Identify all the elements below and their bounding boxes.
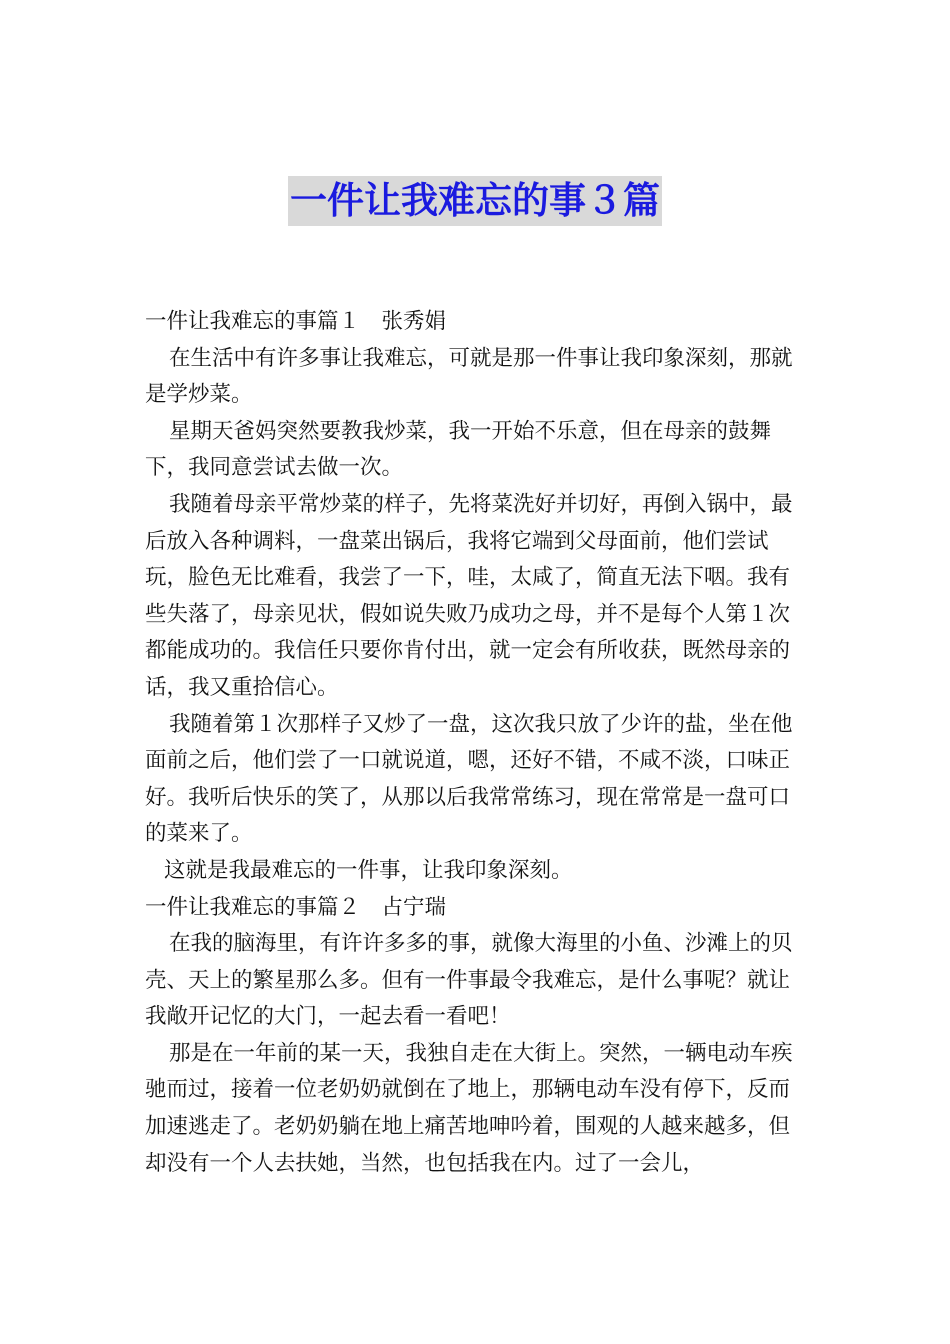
title-container bbox=[0, 176, 950, 226]
article-2-heading: 一件让我难忘的事篇２ 占宁瑞 bbox=[145, 894, 447, 920]
article-2-paragraph: 在我的脑海里，有许许多多的事，就像大海里的小鱼、沙滩上的贝壳、天上的繁星那么多。但有一件事最令我难忘，是什么事呢？就让我敞开记忆的大门，一起去看一看吧！ bbox=[145, 931, 793, 1030]
article-1-paragraph: 我随着第１次那样子又炒了一盘，这次我只放了少许的盐，坐在他面前之后，他们尝了一口就说道，嗯，还好不错，不咸不淡，口味正好。我听后快乐的笑了，从那以后我常常练习，现在常常是一盘可口的菜来了。 bbox=[145, 711, 793, 847]
article-1-paragraph: 在生活中有许多事让我难忘，可就是那一件事让我印象深刻，那就是学炒菜。 bbox=[145, 345, 793, 408]
document-title: 一件让我难忘的事３篇 bbox=[288, 176, 662, 226]
article-1-paragraph: 星期天爸妈突然要教我炒菜，我一开始不乐意，但在母亲的鼓舞下，我同意尝试去做一次。 bbox=[145, 418, 772, 481]
document-body bbox=[145, 304, 810, 1182]
article-1-closing: 这就是我最难忘的一件事，让我印象深刻。 bbox=[164, 857, 573, 883]
article-1-heading: 一件让我难忘的事篇１ 张秀娟 bbox=[145, 309, 447, 334]
article-1-paragraph: 我随着母亲平常炒菜的样子，先将菜洗好并切好，再倒入锅中，最后放入各种调料，一盘菜出锅后，我将它端到父母面前，他们尝试玩，脸色无比难看，我尝了一下，哇，太咸了，简直无法下咽。我有些失落了，母亲见状，假如说失败乃成功之母，并不是每个人第１次都能成功的。我信任只要你肯付出，就一定会有所收获，既然母亲的话，我又重拾信心。 bbox=[145, 491, 793, 700]
article-2-paragraph: 那是在一年前的某一天，我独自走在大街上。突然，一辆电动车疾驰而过，接着一位老奶奶就倒在了地上，那辆电动车没有停下，反而加速逃走了。老奶奶躺在地上痛苦地呻吟着，围观的人越来越多，但却没有一个人去扶她，当然，也包括我在内。过了一会儿， bbox=[145, 1040, 793, 1176]
